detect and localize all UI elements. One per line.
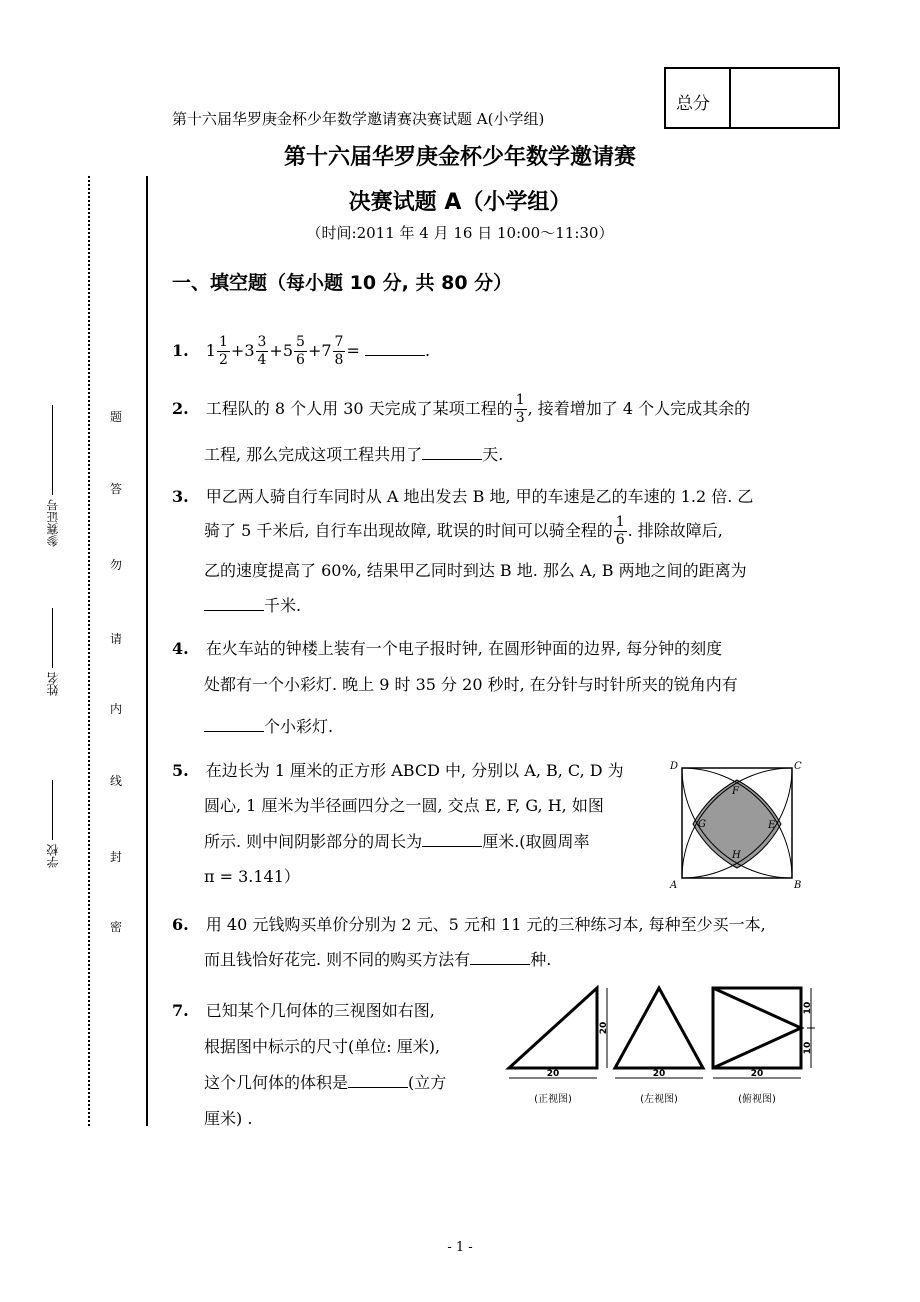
- q1-fraction: $\frac{3}{4}$: [257, 334, 267, 368]
- question-6-line-2: 而且钱恰好花完. 则不同的购买方法有 种.: [204, 950, 552, 969]
- question-4-line-3: 个小彩灯.: [204, 714, 333, 737]
- label-g: G: [698, 819, 706, 830]
- running-header: 第十六届华罗庚金杯少年数学邀请赛决赛试题 A(小学组): [172, 110, 545, 128]
- question-2-line-2: 工程, 那么完成这项工程共用了 天.: [204, 445, 504, 464]
- question-7-line-3: 这个几何体的体积是 (立方: [204, 1073, 447, 1092]
- side-view-triangle: [615, 988, 703, 1068]
- figure-5-square: [664, 758, 812, 892]
- question-5-line-2: 圆心, 1 厘米为半径画四分之一圆, 交点 E, F, G, H, 如图: [204, 796, 604, 815]
- seal-char: 题: [110, 410, 123, 424]
- label-c: C: [794, 761, 802, 772]
- name-label: 姓名: [46, 672, 60, 696]
- answer-blank[interactable]: [470, 950, 530, 965]
- question-3-line-2: 骑了 5 千米后, 自行车出现故障, 耽误的时间可以骑全程的 $\frac{1}{6}$ . 排除故障后,: [204, 514, 723, 548]
- seal-char: 线: [110, 774, 123, 788]
- question-1: [172, 334, 430, 369]
- score-box-divider: [729, 69, 731, 127]
- question-number: 6.: [172, 915, 189, 934]
- top-view-rect: [713, 988, 801, 1068]
- seal-char: 请: [110, 632, 123, 646]
- seal-char: 封: [110, 850, 123, 864]
- label-d: D: [670, 761, 679, 772]
- figure-7-three-views: [503, 984, 817, 1110]
- question-number: 5.: [172, 761, 189, 780]
- seal-char: 勿: [110, 558, 123, 572]
- q3-fraction: $\frac{1}{6}$: [615, 514, 625, 548]
- top-half-label: 10: [803, 1001, 813, 1015]
- question-2: 2. 工程队的 8 个人用 30 天完成了某项工程的 $\frac{1}{3}$ , 接着增加了 4 个人完成其余的: [172, 392, 751, 426]
- page-subtitle: 决赛试题 A（小学组）: [348, 190, 572, 215]
- school-label: 学校: [46, 844, 60, 868]
- school-field: [44, 780, 61, 868]
- question-7-line-4: 厘米) .: [204, 1109, 253, 1128]
- question-6: 6. 用 40 元钱购买单价分别为 2 元、5 元和 11 元的三种练习本, 每种至少买一本,: [172, 915, 766, 934]
- question-number: 4.: [172, 639, 189, 658]
- q1-whole: 3: [244, 341, 255, 360]
- question-number: 1.: [172, 341, 189, 360]
- q1-whole: 7: [321, 341, 332, 360]
- label-e: E: [768, 820, 776, 831]
- binding-dotted-line: [88, 176, 90, 1126]
- label-f: F: [732, 786, 739, 797]
- answer-blank[interactable]: [422, 445, 482, 460]
- seal-char: 密: [110, 920, 123, 934]
- question-7-line-2: 根据图中标示的尺寸(单位: 厘米),: [204, 1037, 441, 1056]
- question-4-line-2: 处都有一个小彩灯. 晚上 9 时 35 分 20 秒时, 在分针与时针所夹的锐角内有: [204, 675, 738, 694]
- question-number: 2.: [172, 399, 189, 418]
- total-score-label: 总分: [676, 94, 710, 114]
- question-5: 5. 在边长为 1 厘米的正方形 ABCD 中, 分别以 A, B, C, D 为: [172, 761, 624, 780]
- question-5-line-4: π = 3.141）: [204, 867, 300, 886]
- binding-solid-line: [146, 176, 148, 1126]
- answer-blank[interactable]: [422, 832, 482, 847]
- contest-id-field: [44, 405, 61, 547]
- question-4: 4. 在火车站的钟楼上装有一个电子报时钟, 在圆形钟面的边界, 每分钟的刻度: [172, 639, 723, 658]
- q1-fraction: $\frac{5}{6}$: [296, 334, 305, 368]
- top-width-label: 20: [750, 1069, 764, 1079]
- top-half-label: 10: [803, 1041, 813, 1055]
- question-3-line-3: 乙的速度提高了 60%, 结果甲乙同时到达 B 地. 那么 A, B 两地之间的距离为: [204, 561, 747, 580]
- label-b: B: [794, 880, 802, 891]
- seal-char: 答: [110, 482, 123, 496]
- q1-whole: 5: [282, 341, 294, 360]
- q1-fraction: $\frac{7}{8}$: [334, 334, 344, 368]
- top-view-caption: (俯视图): [738, 1094, 776, 1105]
- question-3-line-4: 千米.: [204, 593, 301, 616]
- seal-char: 内: [110, 702, 123, 716]
- exam-time: （时间:2011 年 4 月 16 日 10:00～11:30）: [306, 224, 614, 242]
- front-height-label: 20: [599, 1021, 609, 1035]
- label-a: A: [670, 880, 678, 891]
- answer-blank[interactable]: [365, 341, 425, 356]
- question-3: 3. 甲乙两人骑自行车同时从 A 地出发去 B 地, 甲的车速是乙的车速的 1.2 倍. 乙: [172, 487, 754, 506]
- answer-blank[interactable]: [348, 1073, 408, 1088]
- side-view-caption: (左视图): [640, 1094, 678, 1105]
- top-view-diagonals: [713, 988, 801, 1068]
- q1-expression: 1 $\frac{1}{2}$ +3 $\frac{3}{4}$ +5 $\frac{5}{6}$ +7 $\frac{7}{8}$ = .: [205, 334, 431, 368]
- name-field: [44, 608, 61, 696]
- front-width-label: 20: [546, 1069, 560, 1079]
- side-width-label: 20: [652, 1069, 666, 1079]
- question-number: 7.: [172, 1001, 189, 1020]
- answer-blank[interactable]: [204, 596, 264, 611]
- label-h: H: [732, 850, 741, 861]
- q1-fraction: $\frac{1}{2}$: [218, 334, 228, 368]
- front-view-triangle: [509, 988, 597, 1068]
- contest-id-label: 参赛证号: [46, 499, 60, 547]
- q1-whole: 1: [205, 341, 216, 360]
- front-view-caption: (正视图): [534, 1094, 572, 1105]
- question-5-line-3: 所示. 则中间阴影部分的周长为 厘米.(取圆周率: [204, 832, 590, 851]
- q2-fraction: $\frac{1}{3}$: [515, 392, 525, 426]
- page-title: 第十六届华罗庚金杯少年数学邀请赛: [283, 145, 636, 170]
- page-number: - 1 -: [447, 1240, 473, 1255]
- answer-blank[interactable]: [204, 717, 264, 732]
- total-score-box: [664, 67, 840, 129]
- section-title: 一、填空题（每小题 10 分, 共 80 分）: [172, 272, 513, 294]
- question-7: 7. 已知某个几何体的三视图如右图,: [172, 1001, 435, 1020]
- question-number: 3.: [172, 487, 189, 506]
